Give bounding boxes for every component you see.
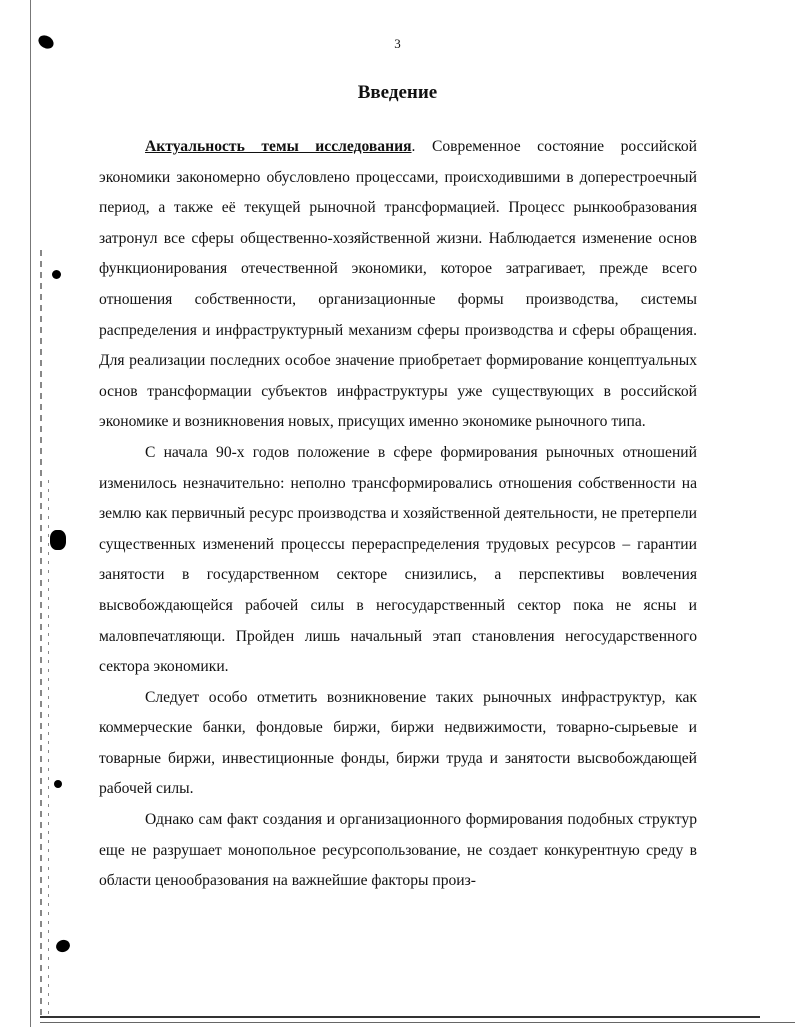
paragraph-1	[99, 132, 697, 438]
scan-speck	[50, 530, 66, 550]
scan-left-border	[30, 0, 31, 1027]
body-text	[99, 132, 697, 897]
scan-speck	[54, 938, 71, 954]
scan-speck	[52, 270, 61, 279]
paragraph-3: Следует особо отметить возникновение таких рыночных инфраструктур, как коммерческие банки, фондовые биржи, биржи недвижимости, товарно-сырьевые и товарные биржи, инвестиционные фонды, биржи труда и занятости высвобождающей рабочей силы.	[99, 688, 697, 798]
scan-speck	[54, 780, 62, 788]
scan-left-noise	[40, 250, 42, 1020]
scan-bottom-border-2	[40, 1022, 795, 1023]
paragraph-lead: Актуальность темы исследования	[145, 138, 412, 155]
scan-bottom-border	[40, 1016, 760, 1018]
paragraph-text: . Современное состояние российской экономики закономерно обусловлено процессами, происходившими в доперестроечный период, а также её текущей рыночной трансформацией. Процесс рынкообразования затронул все сферы общественно-хозяйственной жизни. Наблюдается изменение основ функционирования отечественной экономики, которое затрагивает, прежде всего отношения собственности, организационные формы производства, системы распределения и инфраструктурный механизм сферы производства и сферы обращения. Для реализации последних особое значение приобретает формирование концептуальных основ трансформации субъектов инфраструктуры уже существующих в российской экономике и возникновения новых, присущих именно экономике рыночного типа.	[99, 138, 697, 431]
paragraph-2: С начала 90-х годов положение в сфере формирования рыночных отношений изменилось незначительно: неполно трансформировались отношения собственности на землю как первичный ресурс производства и хозяйственной деятельности, не претерпели существенных изменений процессы перераспределения трудовых ресурсов – гарантии занятости в государственном секторе снизились, а перспективы вовлечения высвобождающейся рабочей силы в негосударственный сектор пока не ясны и маловпечатляющи. Пройден лишь начальный этап становления негосударственного сектора экономики.	[99, 443, 697, 676]
paragraph-4: Однако сам факт создания и организационного формирования подобных структур еще не разрушает монопольное ресурсопользование, не создает конкурентную среду в области ценообразования на важнейшие факторы произ-	[99, 811, 697, 890]
scan-left-noise-2	[48, 480, 49, 1020]
page-number: 3	[394, 36, 401, 51]
page-title: Введение	[357, 82, 438, 103]
